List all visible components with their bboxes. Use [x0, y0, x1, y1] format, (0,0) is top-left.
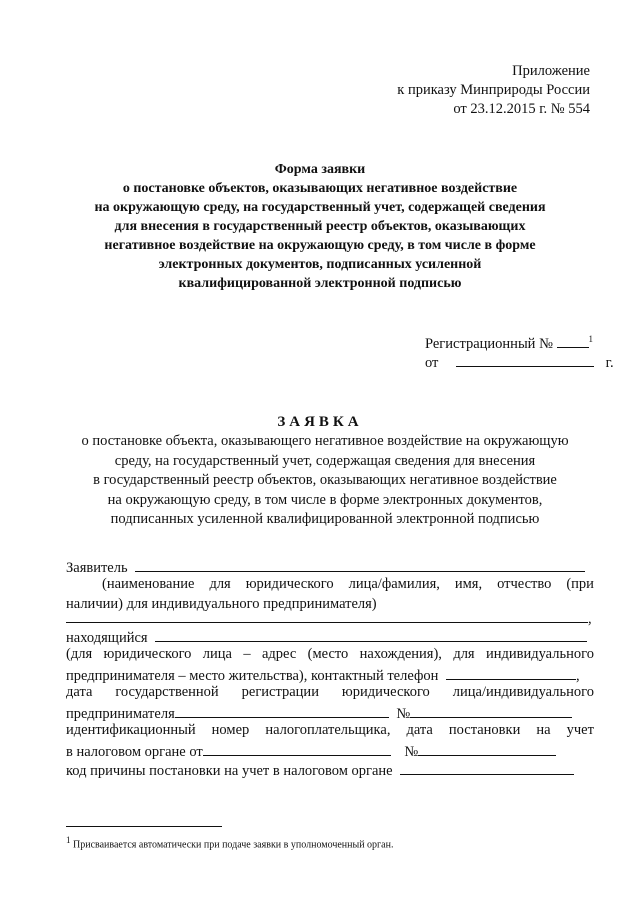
tax-office-row: в налоговом органе от № — [66, 741, 556, 762]
registration-date-label: от — [425, 355, 439, 371]
subtitle-line: подписанных усиленной квалифицированной электронной подписью — [110, 511, 540, 527]
phone-label: предпринимателя – место жительства), контактный телефон — [66, 668, 439, 684]
kpp-label: код причины постановки на учет в налоговом органе — [66, 763, 393, 779]
applicant-hint-line-2: наличии) для индивидуального предпринимателя) — [66, 596, 377, 612]
footnote-number: 1 — [66, 835, 71, 845]
applicant-continuation-row: , — [66, 608, 592, 629]
year-suffix: г. — [605, 355, 614, 371]
applicant-label: Заявитель — [66, 560, 128, 576]
registration-number-field[interactable] — [557, 333, 589, 348]
reg-date-field[interactable] — [175, 703, 389, 718]
subtitle-line: в государственный реестр объектов, оказывающих негативное воздействие — [93, 472, 557, 488]
kpp-row — [66, 760, 574, 781]
reg-number-field[interactable] — [410, 703, 572, 718]
reg-date-line: дата государственной регистрации юридического лица/индивидуального — [66, 684, 594, 700]
appendix-line-3: от 23.12.2015 г. № 554 — [453, 101, 590, 117]
appendix-line-1: Приложение — [512, 63, 590, 79]
tax-number-field[interactable] — [418, 741, 556, 756]
subtitle-line: о постановке объекта, оказывающего негативное воздействие на окружающую — [81, 433, 569, 449]
inn-line: идентификационный номер налогоплательщика, дата постановки на учет — [66, 722, 594, 738]
tax-office-label: в налоговом органе от — [66, 744, 203, 760]
footnote-separator — [66, 826, 222, 827]
form-title-line: Форма заявки — [274, 162, 366, 177]
appendix-line-2: к приказу Минприроды России — [397, 82, 590, 98]
form-title-line: для внесения в государственный реестр объектов, оказывающих — [114, 219, 526, 234]
applicant-continuation-field[interactable] — [66, 608, 588, 623]
phone-row: предпринимателя – место жительства), контактный телефон , — [66, 665, 580, 686]
registration-date-field[interactable] — [456, 352, 594, 367]
registration-date-row — [425, 352, 614, 372]
location-field[interactable] — [155, 627, 587, 642]
applicant-field[interactable] — [135, 557, 585, 572]
registration-number-row — [425, 333, 593, 353]
subtitle-line: среду, на государственный учет, содержащая сведения для внесения — [114, 452, 536, 469]
footnote — [66, 835, 393, 850]
form-title-line: квалифицированной электронной подписью — [178, 276, 462, 291]
form-title-line: негативное воздействие на окружающую среду, в том числе в форме — [104, 238, 536, 253]
phone-field[interactable] — [446, 665, 576, 680]
form-title-line: на окружающую среду, на государственный учет, содержащей сведения — [94, 200, 546, 215]
address-hint-line: (для юридического лица – адрес (место нахождения), для индивидуального — [66, 646, 594, 662]
applicant-row — [66, 557, 585, 578]
entrepreneur-label: предпринимателя — [66, 706, 175, 722]
application-heading: ЗАЯВКА — [277, 414, 363, 430]
entrepreneur-row: предпринимателя № — [66, 703, 572, 724]
footnote-mark: 1 — [588, 334, 594, 345]
form-title-line: о постановке объектов, оказывающих негативное воздействие — [122, 181, 518, 196]
form-title-line: электронных документов, подписанных усиленной — [158, 257, 482, 272]
footnote-text: Присваивается автоматически при подаче заявки в уполномоченный орган. — [73, 839, 394, 851]
registration-number-label: Регистрационный № — [425, 336, 553, 352]
location-label: находящийся — [66, 630, 148, 646]
subtitle-line: на окружающую среду, в том числе в форме электронных документов, — [107, 491, 543, 508]
location-row — [66, 627, 587, 648]
tax-date-field[interactable] — [203, 741, 391, 756]
form-title — [80, 160, 560, 293]
applicant-hint-line: (наименование для юридического лица/фамилия, имя, отчество (при — [102, 576, 594, 592]
kpp-field[interactable] — [400, 760, 574, 775]
application-subtitle — [60, 432, 590, 530]
